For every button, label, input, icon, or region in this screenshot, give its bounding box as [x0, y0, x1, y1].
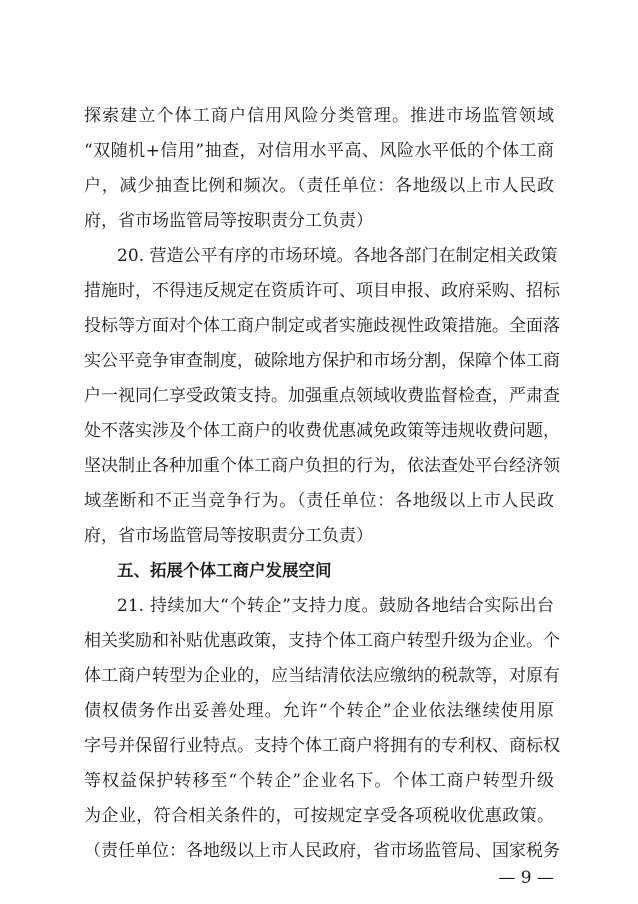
text-line: 域垄断和不正当竞争行为。（责任单位：各地级以上市人民政 — [84, 491, 554, 511]
text-line: 投标等方面对个体工商户制定或者实施歧视性政策措施。全面落 — [84, 316, 560, 336]
item-20-title-line: 20. 营造公平有序的市场环境。各地各部门在制定相关政策 — [117, 246, 558, 266]
text-line: 债权债务作出妥善处理。允许“个转企”企业依法继续使用原 — [84, 701, 554, 721]
text-line: 实公平竞争审查制度，破除地方保护和市场分割，保障个体工商 — [84, 351, 560, 371]
section-heading: 五、拓展个体工商户发展空间 — [117, 561, 332, 580]
text-line: 府，省市场监管局等按职责分工负责） — [84, 211, 373, 231]
text-line: 为企业，符合相关条件的，可按规定享受各项税收优惠政策。 — [84, 806, 554, 826]
text-line: （责任单位：各地级以上市人民政府，省市场监管局、国家税务 — [84, 841, 560, 861]
page-number: — 9 — — [498, 868, 554, 888]
text-line: 户，减少抽查比例和频次。（责任单位：各地级以上市人民政 — [84, 176, 554, 196]
text-line: 体工商户转型为企业的，应当结清依法应缴纳的税款等，对原有 — [84, 666, 560, 686]
item-21-title-line: 21. 持续加大“个转企”支持力度。鼓励各地结合实际出台 — [117, 596, 554, 616]
text-line: 等权益保护转移至“个转企”企业名下。个体工商户转型升级 — [84, 771, 554, 791]
text-line: “双随机+信用”抽查，对信用水平高、风险水平低的个体工商 — [84, 141, 554, 161]
text-line: 坚决制止各种加重个体工商户负担的行为，依法查处平台经济领 — [84, 456, 560, 476]
text-line: 户一视同仁享受政策支持。加强重点领域收费监督检查，严肃查 — [84, 386, 560, 406]
text-line: 措施时，不得违反规定在资质许可、项目申报、政府采购、招标 — [84, 281, 560, 301]
text-line: 府，省市场监管局等按职责分工负责） — [84, 526, 373, 546]
text-line: 探索建立个体工商户信用风险分类管理。推进市场监管领域 — [84, 106, 554, 126]
text-line: 相关奖励和补贴优惠政策，支持个体工商户转型升级为企业。个 — [84, 631, 560, 651]
text-line: 处不落实涉及个体工商户的收费优惠减免政策等违规收费问题， — [84, 421, 560, 441]
text-line: 字号并保留行业特点。支持个体工商户将拥有的专利权、商标权 — [84, 736, 560, 756]
